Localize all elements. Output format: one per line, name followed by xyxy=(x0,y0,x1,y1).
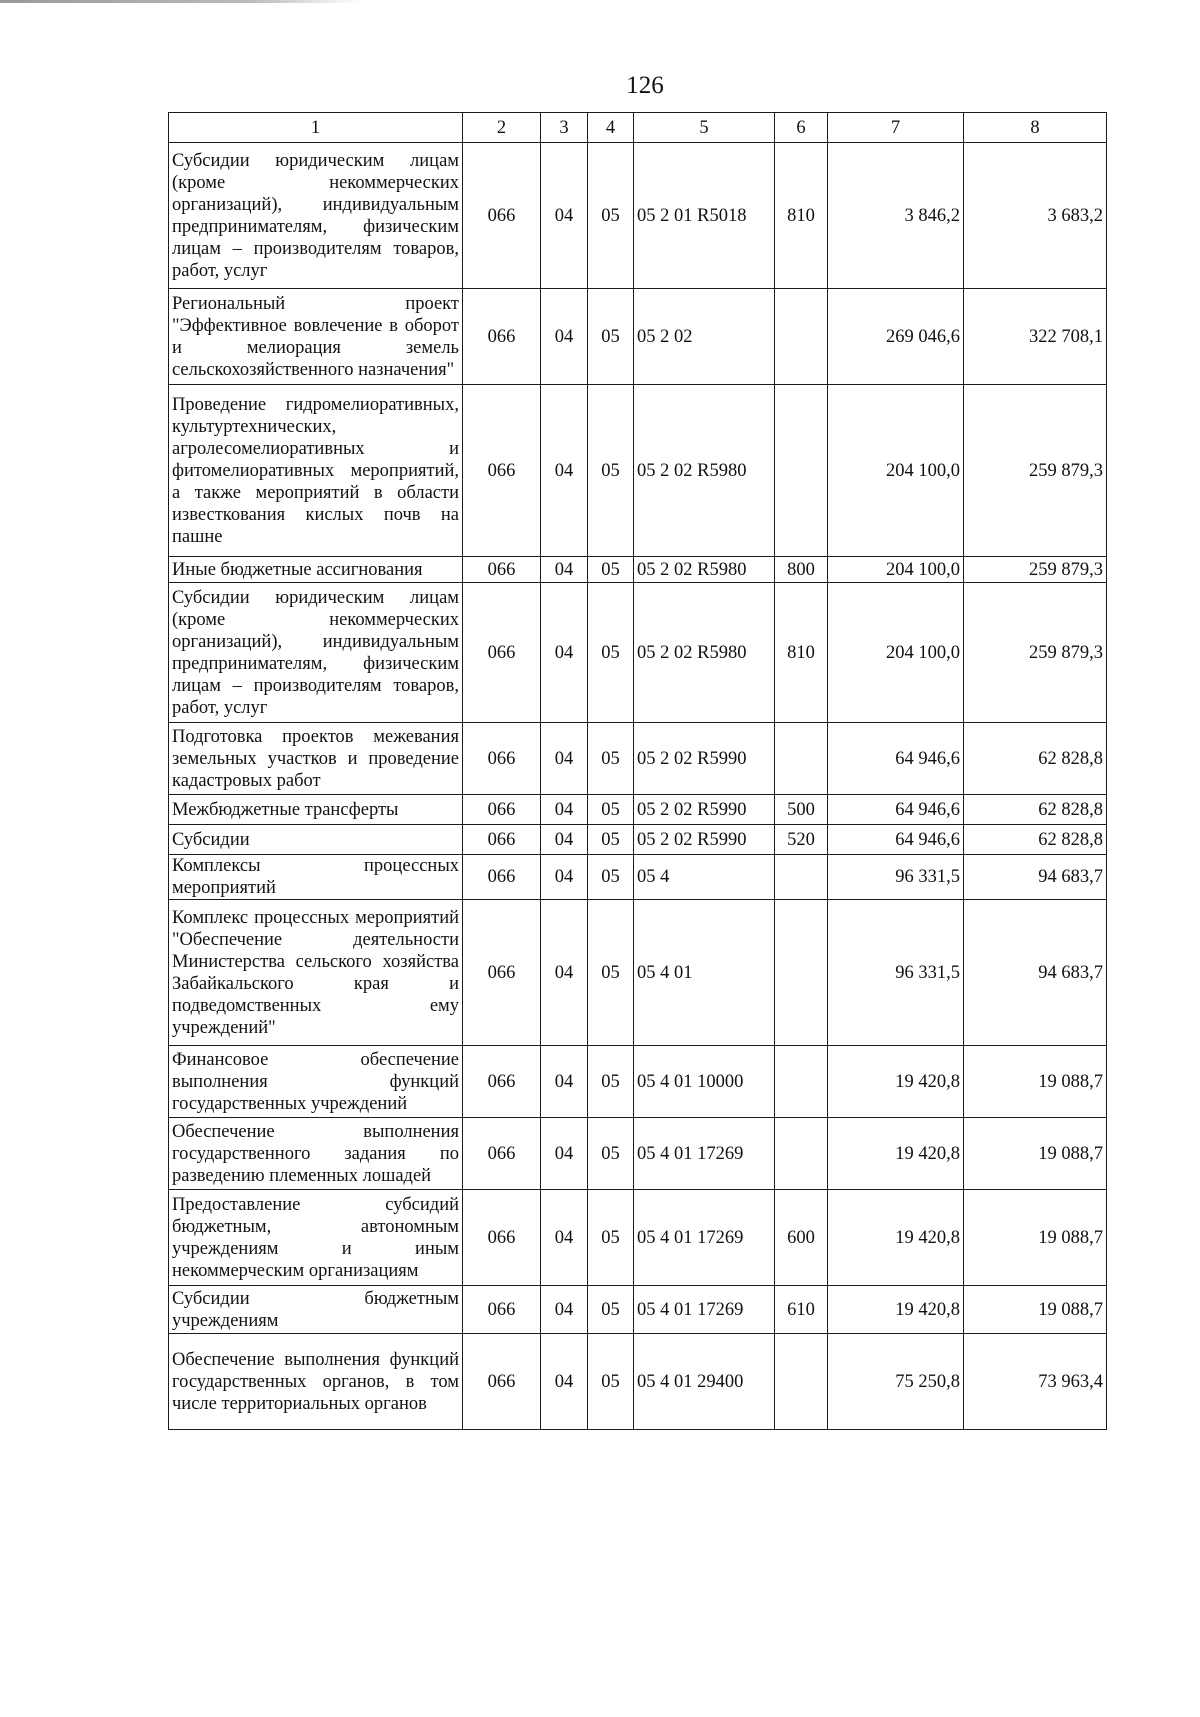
header-cell-1: 1 xyxy=(169,113,463,143)
row-expense-type-cell: 500 xyxy=(775,795,828,825)
row-ministry-code-cell: 066 xyxy=(463,385,541,557)
row-target-article-cell: 05 4 xyxy=(634,855,775,900)
row-section-cell: 04 xyxy=(541,1118,588,1190)
table-row xyxy=(169,825,1107,855)
row-subsection-cell: 05 xyxy=(588,723,634,795)
row-ministry-code-cell: 066 xyxy=(463,1190,541,1286)
row-section-cell: 04 xyxy=(541,1286,588,1334)
row-target-article-cell: 05 4 01 17269 xyxy=(634,1286,775,1334)
header-cell-3: 3 xyxy=(541,113,588,143)
row-ministry-code-cell: 066 xyxy=(463,900,541,1046)
table-row xyxy=(169,900,1107,1046)
row-ministry-code-cell: 066 xyxy=(463,1118,541,1190)
row-section-cell: 04 xyxy=(541,900,588,1046)
row-amount-1-cell: 19 420,8 xyxy=(828,1046,964,1118)
row-subsection-cell: 05 xyxy=(588,900,634,1046)
row-name-cell: Предоставление субсидий бюджетным, автономным учреждениям и иным некоммерческим организациям xyxy=(169,1190,463,1286)
row-ministry-code-cell: 066 xyxy=(463,1046,541,1118)
row-amount-2-cell: 19 088,7 xyxy=(964,1118,1107,1190)
header-cell-8: 8 xyxy=(964,113,1107,143)
table-row xyxy=(169,1286,1107,1334)
row-amount-1-cell: 75 250,8 xyxy=(828,1334,964,1430)
row-expense-type-cell: 800 xyxy=(775,557,828,583)
row-ministry-code-cell: 066 xyxy=(463,825,541,855)
row-amount-2-cell: 62 828,8 xyxy=(964,723,1107,795)
row-amount-2-cell: 94 683,7 xyxy=(964,855,1107,900)
row-target-article-cell: 05 2 02 xyxy=(634,289,775,385)
row-expense-type-cell xyxy=(775,1334,828,1430)
row-section-cell: 04 xyxy=(541,289,588,385)
row-amount-1-cell: 96 331,5 xyxy=(828,900,964,1046)
row-target-article-cell: 05 2 02 R5990 xyxy=(634,825,775,855)
row-subsection-cell: 05 xyxy=(588,1046,634,1118)
row-name-cell: Региональный проект "Эффективное вовлечение в оборот и мелиорация земель сельскохозяйственного назначения" xyxy=(169,289,463,385)
row-section-cell: 04 xyxy=(541,557,588,583)
row-section-cell: 04 xyxy=(541,1046,588,1118)
row-amount-2-cell: 62 828,8 xyxy=(964,795,1107,825)
row-amount-1-cell: 204 100,0 xyxy=(828,385,964,557)
row-amount-1-cell: 19 420,8 xyxy=(828,1190,964,1286)
row-expense-type-cell xyxy=(775,723,828,795)
table-row xyxy=(169,795,1107,825)
row-amount-1-cell: 64 946,6 xyxy=(828,723,964,795)
row-subsection-cell: 05 xyxy=(588,1286,634,1334)
table-row xyxy=(169,1334,1107,1430)
row-name-cell: Межбюджетные трансферты xyxy=(169,795,463,825)
row-section-cell: 04 xyxy=(541,583,588,723)
table-row xyxy=(169,385,1107,557)
row-target-article-cell: 05 4 01 17269 xyxy=(634,1118,775,1190)
table-body xyxy=(169,143,1107,1430)
row-target-article-cell: 05 2 02 R5990 xyxy=(634,795,775,825)
row-expense-type-cell: 520 xyxy=(775,825,828,855)
table-row xyxy=(169,1046,1107,1118)
table-row xyxy=(169,143,1107,289)
row-ministry-code-cell: 066 xyxy=(463,583,541,723)
row-amount-2-cell: 94 683,7 xyxy=(964,900,1107,1046)
row-name-cell: Субсидии юридическим лицам (кроме некоммерческих организаций), индивидуальным предпринимателям, физическим лицам – производителям товаров, работ, услуг xyxy=(169,143,463,289)
budget-table xyxy=(168,112,1107,1430)
row-subsection-cell: 05 xyxy=(588,825,634,855)
table-row xyxy=(169,1118,1107,1190)
row-subsection-cell: 05 xyxy=(588,143,634,289)
row-name-cell: Иные бюджетные ассигнования xyxy=(169,557,463,583)
row-ministry-code-cell: 066 xyxy=(463,143,541,289)
row-expense-type-cell xyxy=(775,289,828,385)
row-expense-type-cell xyxy=(775,385,828,557)
row-expense-type-cell xyxy=(775,900,828,1046)
row-amount-1-cell: 3 846,2 xyxy=(828,143,964,289)
row-amount-2-cell: 19 088,7 xyxy=(964,1190,1107,1286)
row-ministry-code-cell: 066 xyxy=(463,723,541,795)
row-target-article-cell: 05 2 02 R5980 xyxy=(634,557,775,583)
row-amount-2-cell: 259 879,3 xyxy=(964,385,1107,557)
row-expense-type-cell: 810 xyxy=(775,583,828,723)
row-amount-2-cell: 73 963,4 xyxy=(964,1334,1107,1430)
row-expense-type-cell xyxy=(775,855,828,900)
row-section-cell: 04 xyxy=(541,1190,588,1286)
table-row xyxy=(169,557,1107,583)
row-name-cell: Субсидии xyxy=(169,825,463,855)
row-target-article-cell: 05 4 01 17269 xyxy=(634,1190,775,1286)
row-target-article-cell: 05 2 02 R5990 xyxy=(634,723,775,795)
row-name-cell: Комплекс процессных мероприятий "Обеспечение деятельности Министерства сельского хозяйства Забайкальского края и подведомственных ему учреждений" xyxy=(169,900,463,1046)
row-expense-type-cell xyxy=(775,1046,828,1118)
header-cell-5: 5 xyxy=(634,113,775,143)
scan-edge-mark xyxy=(0,0,360,3)
row-name-cell: Комплексы процессных мероприятий xyxy=(169,855,463,900)
row-amount-1-cell: 96 331,5 xyxy=(828,855,964,900)
row-amount-2-cell: 19 088,7 xyxy=(964,1046,1107,1118)
row-amount-1-cell: 269 046,6 xyxy=(828,289,964,385)
row-amount-2-cell: 322 708,1 xyxy=(964,289,1107,385)
row-target-article-cell: 05 2 01 R5018 xyxy=(634,143,775,289)
row-amount-1-cell: 204 100,0 xyxy=(828,583,964,723)
row-amount-1-cell: 64 946,6 xyxy=(828,825,964,855)
row-section-cell: 04 xyxy=(541,385,588,557)
row-ministry-code-cell: 066 xyxy=(463,1334,541,1430)
row-amount-1-cell: 64 946,6 xyxy=(828,795,964,825)
row-target-article-cell: 05 4 01 xyxy=(634,900,775,1046)
header-cell-7: 7 xyxy=(828,113,964,143)
row-section-cell: 04 xyxy=(541,855,588,900)
row-section-cell: 04 xyxy=(541,825,588,855)
row-name-cell: Проведение гидромелиоративных, культуртехнических, агролесомелиоративных и фитомелиоративных мероприятий, а также мероприятий в области известкования кислых почв на пашне xyxy=(169,385,463,557)
header-cell-4: 4 xyxy=(588,113,634,143)
page-number: 126 xyxy=(626,72,664,99)
row-amount-2-cell: 259 879,3 xyxy=(964,557,1107,583)
table-row xyxy=(169,723,1107,795)
row-subsection-cell: 05 xyxy=(588,385,634,557)
row-ministry-code-cell: 066 xyxy=(463,557,541,583)
row-amount-2-cell: 19 088,7 xyxy=(964,1286,1107,1334)
row-target-article-cell: 05 4 01 29400 xyxy=(634,1334,775,1430)
table-header xyxy=(169,113,1107,143)
row-ministry-code-cell: 066 xyxy=(463,855,541,900)
table-row xyxy=(169,855,1107,900)
row-section-cell: 04 xyxy=(541,1334,588,1430)
row-target-article-cell: 05 4 01 10000 xyxy=(634,1046,775,1118)
row-expense-type-cell: 600 xyxy=(775,1190,828,1286)
row-section-cell: 04 xyxy=(541,723,588,795)
row-subsection-cell: 05 xyxy=(588,795,634,825)
row-amount-1-cell: 19 420,8 xyxy=(828,1286,964,1334)
header-cell-2: 2 xyxy=(463,113,541,143)
row-target-article-cell: 05 2 02 R5980 xyxy=(634,583,775,723)
row-expense-type-cell: 610 xyxy=(775,1286,828,1334)
row-ministry-code-cell: 066 xyxy=(463,795,541,825)
row-ministry-code-cell: 066 xyxy=(463,289,541,385)
row-amount-2-cell: 3 683,2 xyxy=(964,143,1107,289)
row-target-article-cell: 05 2 02 R5980 xyxy=(634,385,775,557)
row-name-cell: Субсидии юридическим лицам (кроме некоммерческих организаций), индивидуальным предпринимателям, физическим лицам – производителям товаров, работ, услуг xyxy=(169,583,463,723)
row-name-cell: Финансовое обеспечение выполнения функций государственных учреждений xyxy=(169,1046,463,1118)
row-section-cell: 04 xyxy=(541,143,588,289)
row-amount-1-cell: 204 100,0 xyxy=(828,557,964,583)
row-expense-type-cell: 810 xyxy=(775,143,828,289)
row-subsection-cell: 05 xyxy=(588,289,634,385)
row-amount-1-cell: 19 420,8 xyxy=(828,1118,964,1190)
header-cell-6: 6 xyxy=(775,113,828,143)
row-name-cell: Подготовка проектов межевания земельных участков и проведение кадастровых работ xyxy=(169,723,463,795)
row-subsection-cell: 05 xyxy=(588,1334,634,1430)
row-section-cell: 04 xyxy=(541,795,588,825)
row-name-cell: Обеспечение выполнения функций государственных органов, в том числе территориальных органов xyxy=(169,1334,463,1430)
row-subsection-cell: 05 xyxy=(588,1190,634,1286)
table-row xyxy=(169,1190,1107,1286)
table-row xyxy=(169,583,1107,723)
row-amount-2-cell: 62 828,8 xyxy=(964,825,1107,855)
row-ministry-code-cell: 066 xyxy=(463,1286,541,1334)
row-name-cell: Субсидии бюджетным учреждениям xyxy=(169,1286,463,1334)
row-subsection-cell: 05 xyxy=(588,855,634,900)
row-expense-type-cell xyxy=(775,1118,828,1190)
row-amount-2-cell: 259 879,3 xyxy=(964,583,1107,723)
row-subsection-cell: 05 xyxy=(588,557,634,583)
row-name-cell: Обеспечение выполнения государственного задания по разведению племенных лошадей xyxy=(169,1118,463,1190)
row-subsection-cell: 05 xyxy=(588,583,634,723)
header-row xyxy=(169,113,1107,143)
row-subsection-cell: 05 xyxy=(588,1118,634,1190)
table-row xyxy=(169,289,1107,385)
